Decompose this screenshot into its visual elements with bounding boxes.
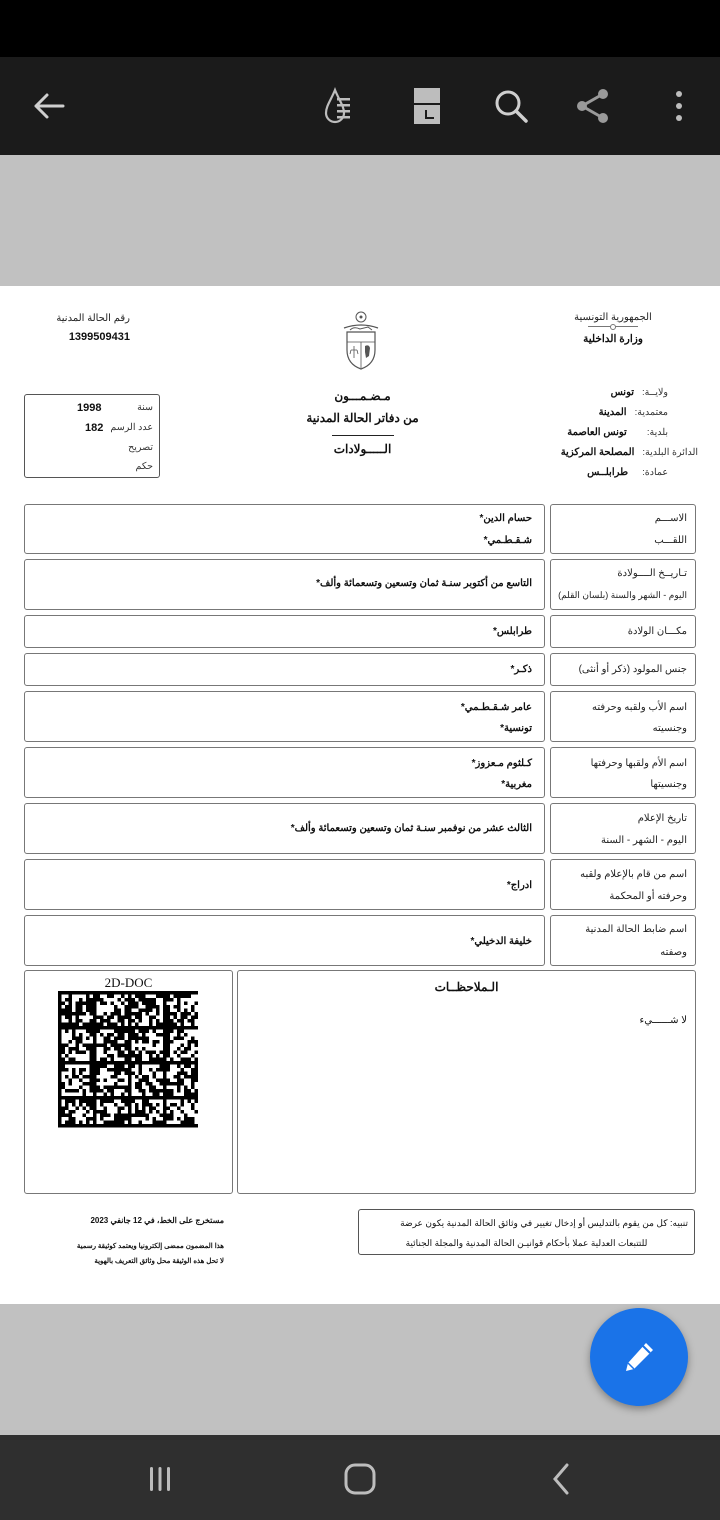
declaration-label: تصريح — [128, 442, 153, 453]
label-father-nationality: وجنسيته — [652, 723, 687, 734]
label-officer: اسم ضابط الحالة المدنية — [585, 924, 687, 935]
more-options-icon[interactable] — [654, 81, 704, 131]
location-municipality — [508, 422, 668, 442]
republic-label: الجمهورية التونسية — [574, 312, 652, 323]
label-cell-officer — [550, 915, 696, 966]
recent-apps-icon[interactable] — [138, 1457, 182, 1501]
title-extract: مـضـمـــون — [334, 389, 391, 403]
legal-warning-box — [358, 1209, 695, 1255]
issuer-header — [568, 312, 658, 345]
title-births: الـــــولادات — [333, 442, 392, 456]
label-declarant: اسم من قام بالإعلام ولقبه — [580, 869, 687, 880]
warning-line-1: تنبيه: كل من يقوم بالتدليس أو إدخال تغيير في وثائق الحالة المدنية يكون عرضة — [400, 1218, 688, 1228]
label-sex: جنس المولود (ذكر أو أنثى) — [578, 664, 687, 675]
year-value: 1998 — [77, 402, 102, 414]
value-mother-nationality: مغربية* — [501, 779, 532, 790]
value-declarant: ادراج* — [506, 880, 532, 891]
location-key: بلدية: — [646, 426, 668, 438]
edit-pencil-icon — [619, 1337, 659, 1377]
notes-title: الـملاحظــات — [434, 980, 499, 994]
notes-box — [237, 970, 696, 1194]
location-key: ولايــة: — [642, 386, 668, 398]
record-number-label: عدد الرسم — [110, 422, 153, 433]
qr-title: 2D-DOC — [104, 975, 153, 990]
label-cell-birth-date — [550, 559, 696, 610]
label-declarant-profession: وحرفته أو المحكمة — [609, 891, 687, 902]
reading-mode-icon[interactable] — [318, 81, 368, 131]
label-mother-nationality: وجنسيتها — [650, 779, 687, 790]
location-key: الدائرة البلدية: — [642, 446, 698, 458]
footer-notes — [44, 1216, 224, 1265]
warning-line-2: للتتبعات العدلية عملا بأحكام قوانيـن الحالة المدنية والمجلة الجنائية — [405, 1238, 648, 1248]
tunisia-coat-of-arms-icon — [338, 310, 384, 372]
civil-id-block — [55, 313, 130, 343]
value-cell-sex — [24, 653, 545, 686]
location-sector — [508, 462, 668, 482]
label-officer-title: وصفته — [660, 947, 687, 958]
value-cell-declarant — [24, 859, 545, 910]
label-cell-father — [550, 691, 696, 742]
value-sex: ذكـر* — [510, 664, 532, 675]
value-cell-mother — [24, 747, 545, 798]
page-layout-icon[interactable] — [402, 81, 452, 131]
label-cell-declarant — [550, 859, 696, 910]
label-declaration-date: تاريخ الإعلام — [637, 813, 687, 824]
qr-code-box — [24, 970, 233, 1194]
year-label: سنة — [137, 402, 153, 413]
label-cell-name — [550, 504, 696, 554]
label-birth-date: تـاريــخ الــــولادة — [617, 568, 687, 579]
title-registers: من دفاتر الحالة المدنية — [306, 411, 419, 425]
share-icon[interactable] — [568, 81, 618, 131]
value-cell-declaration-date — [24, 803, 545, 854]
civil-id-label: رقم الحالة المدنية — [56, 313, 130, 324]
location-key: عمادة: — [642, 466, 668, 478]
app-bar — [0, 57, 720, 155]
birth-certificate-page — [0, 286, 720, 1304]
ornament-divider — [588, 326, 638, 330]
label-father-name: اسم الأب ولقبه وحرفته — [591, 702, 687, 713]
document-title — [290, 389, 435, 456]
electronic-signature-note: هذا المضمون ممضى إلكترونيا ويعتمد كوثيقة رسمية — [76, 1243, 224, 1250]
back-icon[interactable] — [540, 1457, 584, 1501]
label-last-name: اللقـــب — [654, 535, 687, 546]
label-cell-birth-place — [550, 615, 696, 648]
value-officer: خليفة الدخيلي* — [470, 936, 532, 947]
value-mother-name: كـلثوم مـعزوز* — [471, 758, 532, 769]
edit-fab-button[interactable] — [590, 1308, 688, 1406]
system-navigation-bar — [0, 1435, 720, 1520]
location-key: معتمدية: — [634, 406, 668, 418]
ministry-label: وزارة الداخلية — [583, 333, 643, 345]
judgment-label: حكم — [135, 461, 153, 472]
value-last-name: شـقـطـمي* — [483, 535, 532, 546]
location-delegation — [508, 402, 668, 422]
value-father-nationality: تونسية* — [500, 723, 532, 734]
label-declaration-date-format: اليوم - الشهر - السنة — [601, 835, 687, 846]
extraction-date: مستخرج على الخط، في 12 جانفي 2023 — [90, 1216, 224, 1225]
label-cell-declaration-date — [550, 803, 696, 854]
registration-box — [24, 394, 160, 478]
value-first-name: حسام الدين* — [479, 513, 532, 524]
label-first-name: الاســـم — [654, 513, 687, 524]
home-icon[interactable] — [338, 1457, 382, 1501]
location-value: تونس — [610, 386, 635, 398]
label-cell-mother — [550, 747, 696, 798]
value-cell-officer — [24, 915, 545, 966]
location-block — [508, 382, 698, 482]
label-mother-name: اسم الأم ولقبها وحرفتها — [590, 758, 687, 769]
value-declaration-date: الثالث عشر من نوفمبر سنـة ثمان وتسعين وتسعمائة وألف* — [290, 823, 532, 834]
2d-doc-barcode-icon — [58, 991, 198, 1129]
value-cell-father — [24, 691, 545, 742]
status-bar — [0, 0, 720, 57]
value-father-name: عامر شـقـطـمي* — [460, 702, 532, 713]
not-id-document-note: لا تحل هذه الوثيقة محل وثائق التعريف بالهوية — [94, 1258, 224, 1265]
notes-value: لا شــــــيء — [639, 1015, 687, 1026]
location-value: تونس العاصمة — [567, 426, 627, 438]
value-birth-place: طرابلس* — [493, 626, 532, 637]
value-birth-date: التاسع من أكتوبر سنـة ثمان وتسعين وتسعمائة وألف* — [316, 578, 532, 589]
record-number-value: 182 — [85, 422, 104, 434]
location-value: المصلحة المركزية — [560, 446, 635, 458]
location-governorate — [508, 382, 668, 402]
title-divider — [332, 435, 394, 436]
back-arrow-icon[interactable] — [24, 81, 74, 131]
value-cell-birth-date — [24, 559, 545, 610]
civil-id-value: 1399509431 — [68, 331, 130, 343]
search-icon[interactable] — [486, 81, 536, 131]
value-cell-name — [24, 504, 545, 554]
location-value: طرابلــس — [587, 466, 629, 478]
location-district — [508, 442, 698, 462]
label-birth-date-format: اليوم - الشهر والسنة (بلسان القلم) — [558, 590, 687, 600]
location-value: المدينة — [598, 406, 627, 418]
label-cell-sex — [550, 653, 696, 686]
value-cell-birth-place — [24, 615, 545, 648]
label-birth-place: مكـــان الولادة — [627, 626, 687, 637]
